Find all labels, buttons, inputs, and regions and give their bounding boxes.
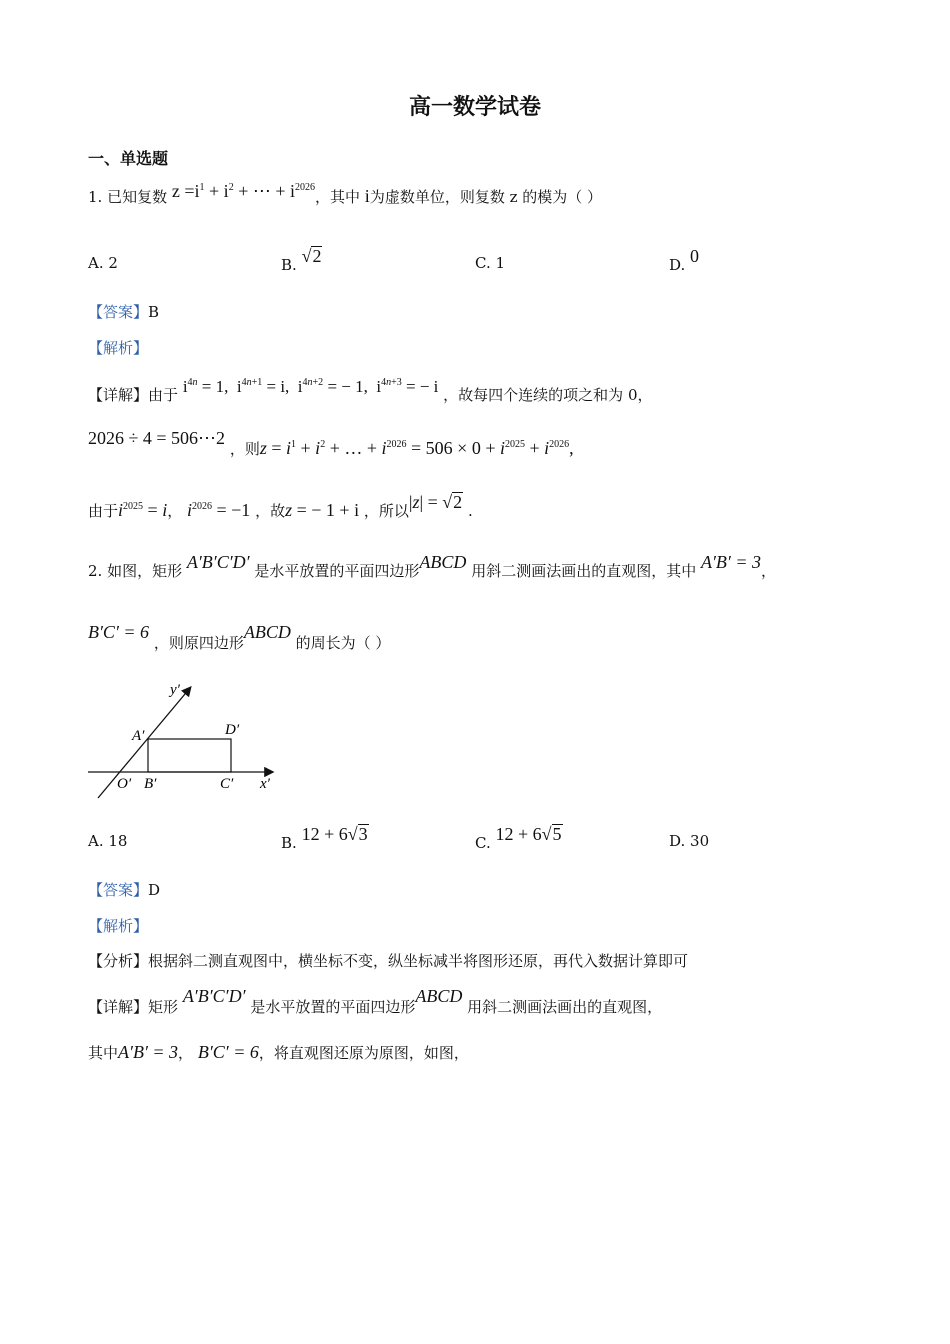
label-c: C′	[220, 776, 234, 792]
q2-detail-line1: 【详解】矩形 A′B′C′D′ 是水平放置的平面四边形ABCD 用斜二测画法画出的直观图，	[88, 986, 663, 1016]
oblique-figure	[86, 678, 286, 808]
section-heading: 一、单选题	[88, 149, 169, 168]
label-o: O′	[117, 776, 132, 792]
label-d: D′	[225, 722, 240, 738]
q1-option-c: C. 1	[475, 254, 506, 272]
q1-detail-line1: 【详解】由于 $i^{4n} = 1$, $i^{4n+1} = i$, $i^{4n+2}$ = − 1, $i^{4n+3}$ = − i ，故每四个连续的项之和为 0，	[88, 377, 653, 404]
q2-stem-line2: B′C′ = 6 ，则原四边形ABCD 的周长为（ ）	[88, 622, 391, 652]
q2-analysis-label: 【解析】	[88, 917, 149, 935]
q2-fenxi: 【分析】根据斜二测直观图中，横坐标不变，纵坐标减半将图形还原，再代入数据计算即可	[88, 952, 689, 970]
q1-answer: 【答案】B	[88, 303, 160, 321]
q2-option-a: A. 18	[88, 832, 128, 850]
q2-answer: 【答案】D	[88, 881, 161, 899]
label-x: x′	[260, 776, 270, 792]
q2-detail-line2: 其中A′B′ = 3， B′C′ = 6，将直观图还原为原图，如图，	[88, 1042, 469, 1062]
q2-option-c: C. 12 + 6√5	[475, 824, 562, 852]
q1-lead: 1. 已知复数	[88, 188, 168, 206]
q1-mid: ，其中	[315, 188, 361, 206]
q1-tail: 为虚数单位，则复数 z 的模为（ ）	[369, 188, 603, 206]
q1-detail-line3: 由于$i^{2025} = i$， $i^{2026} = -1$ ，故z = − 1 + i ，所以|z| = √2 .	[88, 492, 473, 520]
q1-imag-unit: i	[364, 186, 370, 206]
q1-option-b: B. √2	[281, 246, 322, 274]
q1-analysis-label: 【解析】	[88, 339, 149, 357]
label-a: A′	[132, 728, 145, 744]
q1-stem	[88, 181, 603, 207]
q2-stem-line1: 2. 如图，矩形 A′B′C′D′ 是水平放置的平面四边形ABCD 用斜二测画法画出的直观图，其中 A′B′ = 3，	[88, 552, 777, 580]
q1-option-d: D. 0	[669, 246, 700, 274]
q2-option-b: B. 12 + 6√3	[281, 824, 368, 852]
q1-detail-line2: 2026 ÷ 4 = 506⋯2 ，则$z = i^1 + i^2$ + … + $i^{2026} = 506 \times 0 + i^{2025} + i^{2026}$,	[88, 428, 574, 458]
q1-formula: $z =i^1 + i^2$ + ⋯ + $i^{2026}$	[171, 181, 315, 201]
q1-division: 2026 ÷ 4 = 506⋯2	[88, 428, 226, 448]
rectangle-abcd	[148, 739, 231, 772]
page-title: 高一数学试卷	[408, 94, 541, 120]
q1-option-a: A. 2	[88, 254, 118, 272]
q2-option-d: D. 30	[669, 832, 710, 850]
label-y: y′	[170, 682, 180, 698]
label-b: B′	[144, 776, 157, 792]
